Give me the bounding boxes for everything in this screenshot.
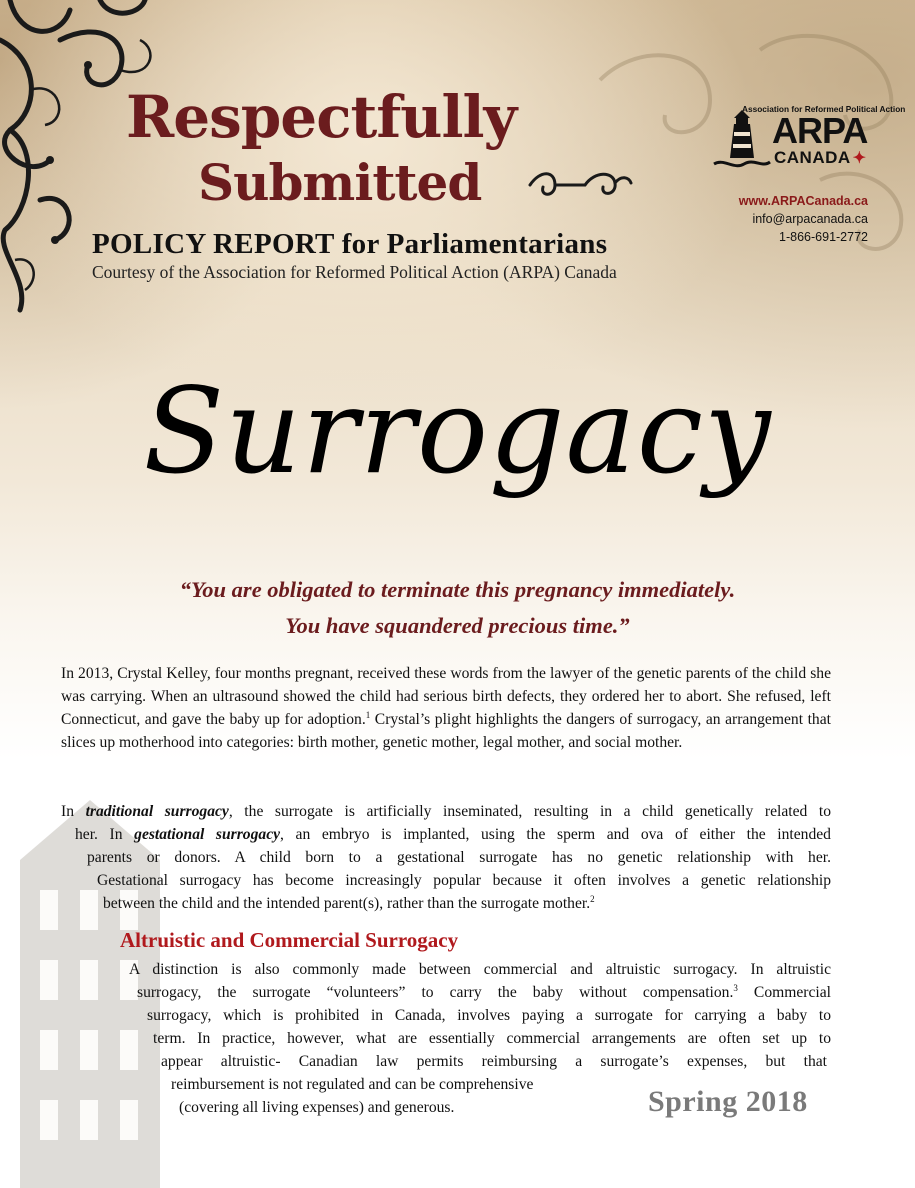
intro-paragraph	[61, 662, 831, 754]
p2-line2-start: her. In	[75, 826, 135, 843]
p2-line4: Gestational surrogacy has become increasingly popular because it often involves a genetic relationship	[97, 872, 831, 889]
p3-line2	[61, 981, 831, 1004]
p2-line1-rest: , the surrogate is artificially inseminated, resulting in a child genetically related to	[228, 803, 831, 820]
contact-block	[739, 192, 868, 246]
report-title: Surrogacy	[143, 362, 772, 500]
email-link[interactable]: info@arpacanada.ca	[752, 212, 868, 226]
p2-line3: parents or donors. A child born to a gestational surrogate has no genetic relationship with her.	[87, 849, 831, 866]
website-link[interactable]: www.ARPACanada.ca	[738, 194, 868, 208]
logo-canada-text	[774, 148, 867, 168]
logo-country-label: CANADA	[774, 148, 851, 167]
p2-line5-text: between the child and the intended parent(s), rather than the surrogate mother.	[103, 895, 591, 912]
masthead-title-line1: Respectfully	[126, 83, 517, 151]
p2-line2-rest: , an embryo is implanted, using the sperm and ova of either the intended	[280, 826, 831, 843]
intro-text: In 2013, Crystal Kelley, four months pregnant, received these words from the lawyer of the genetic parents of the child she was carrying. When an ultrasound showed the child had serious birth defects, they ordered her to abort. She refused, left Connecticut, and gave the baby up for adoption.	[61, 665, 831, 728]
p2-line1	[61, 800, 831, 823]
intro-text-continued: Crystal’s plight highlights the dangers of surrogacy, an arrangement that slices up motherhood into categories: birth mother, genetic mother, legal mother, and social mother.	[61, 711, 831, 751]
courtesy-line: Courtesy of the Association for Reformed Political Action (ARPA) Canada	[92, 262, 617, 282]
masthead-title-line2: Submitted	[198, 153, 482, 212]
footnote-ref-2[interactable]: 2	[590, 894, 595, 904]
p3-line6: reimbursement is not regulated and can be comprehensive	[171, 1076, 534, 1093]
title-flourish-ornament	[525, 165, 635, 205]
p3-line7: (covering all living expenses) and generous.	[179, 1099, 455, 1116]
arpa-logo	[706, 102, 906, 174]
p3-line2b: Commercial	[737, 984, 832, 1001]
footnote-ref-1[interactable]: 1	[365, 710, 371, 720]
section-heading: Altruistic and Commercial Surrogacy	[120, 928, 459, 952]
p3-line2a: surrogacy, the surrogate “volunteers” to carry the baby without compensation.	[137, 984, 734, 1001]
quote-line1: “You are obligated to terminate this pregnancy immediately.	[179, 577, 736, 602]
term-traditional-surrogacy: traditional surrogacy	[85, 803, 229, 820]
lighthouse-icon	[712, 108, 772, 172]
phone-number: 1-866-691-2772	[779, 230, 868, 244]
term-gestational-surrogacy: gestational surrogacy	[134, 826, 281, 843]
p3-line3: surrogacy, which is prohibited in Canada, involves paying a surrogate for carrying a baby to	[147, 1007, 831, 1024]
p3-line4: term. In practice, however, what are essentially commercial arrangements are often set up to	[153, 1030, 831, 1047]
p3-line5: appear altruistic- Canadian law permits reimbursing a surrogate’s expenses, but that	[161, 1053, 827, 1070]
policy-report-heading: POLICY REPORT for Parliamentarians	[92, 228, 608, 260]
maple-leaf-icon: ✦	[852, 150, 867, 167]
logo-arpa-text: ARPA	[772, 110, 868, 151]
p2-line2	[61, 823, 831, 846]
p2-lead: In	[61, 803, 86, 820]
surrogacy-types-paragraph	[61, 800, 831, 915]
logo-association-text: Association for Reformed Political Action	[742, 104, 906, 114]
opening-quote	[0, 572, 915, 644]
quote-line2: You have squandered precious time.”	[285, 613, 630, 638]
footnote-ref-3[interactable]: 3	[733, 983, 738, 993]
p2-line5	[61, 892, 831, 915]
issue-season: Spring 2018	[648, 1085, 808, 1118]
p3-line1: A distinction is also commonly made between commercial and altruistic surrogacy. In altruistic	[129, 961, 831, 978]
